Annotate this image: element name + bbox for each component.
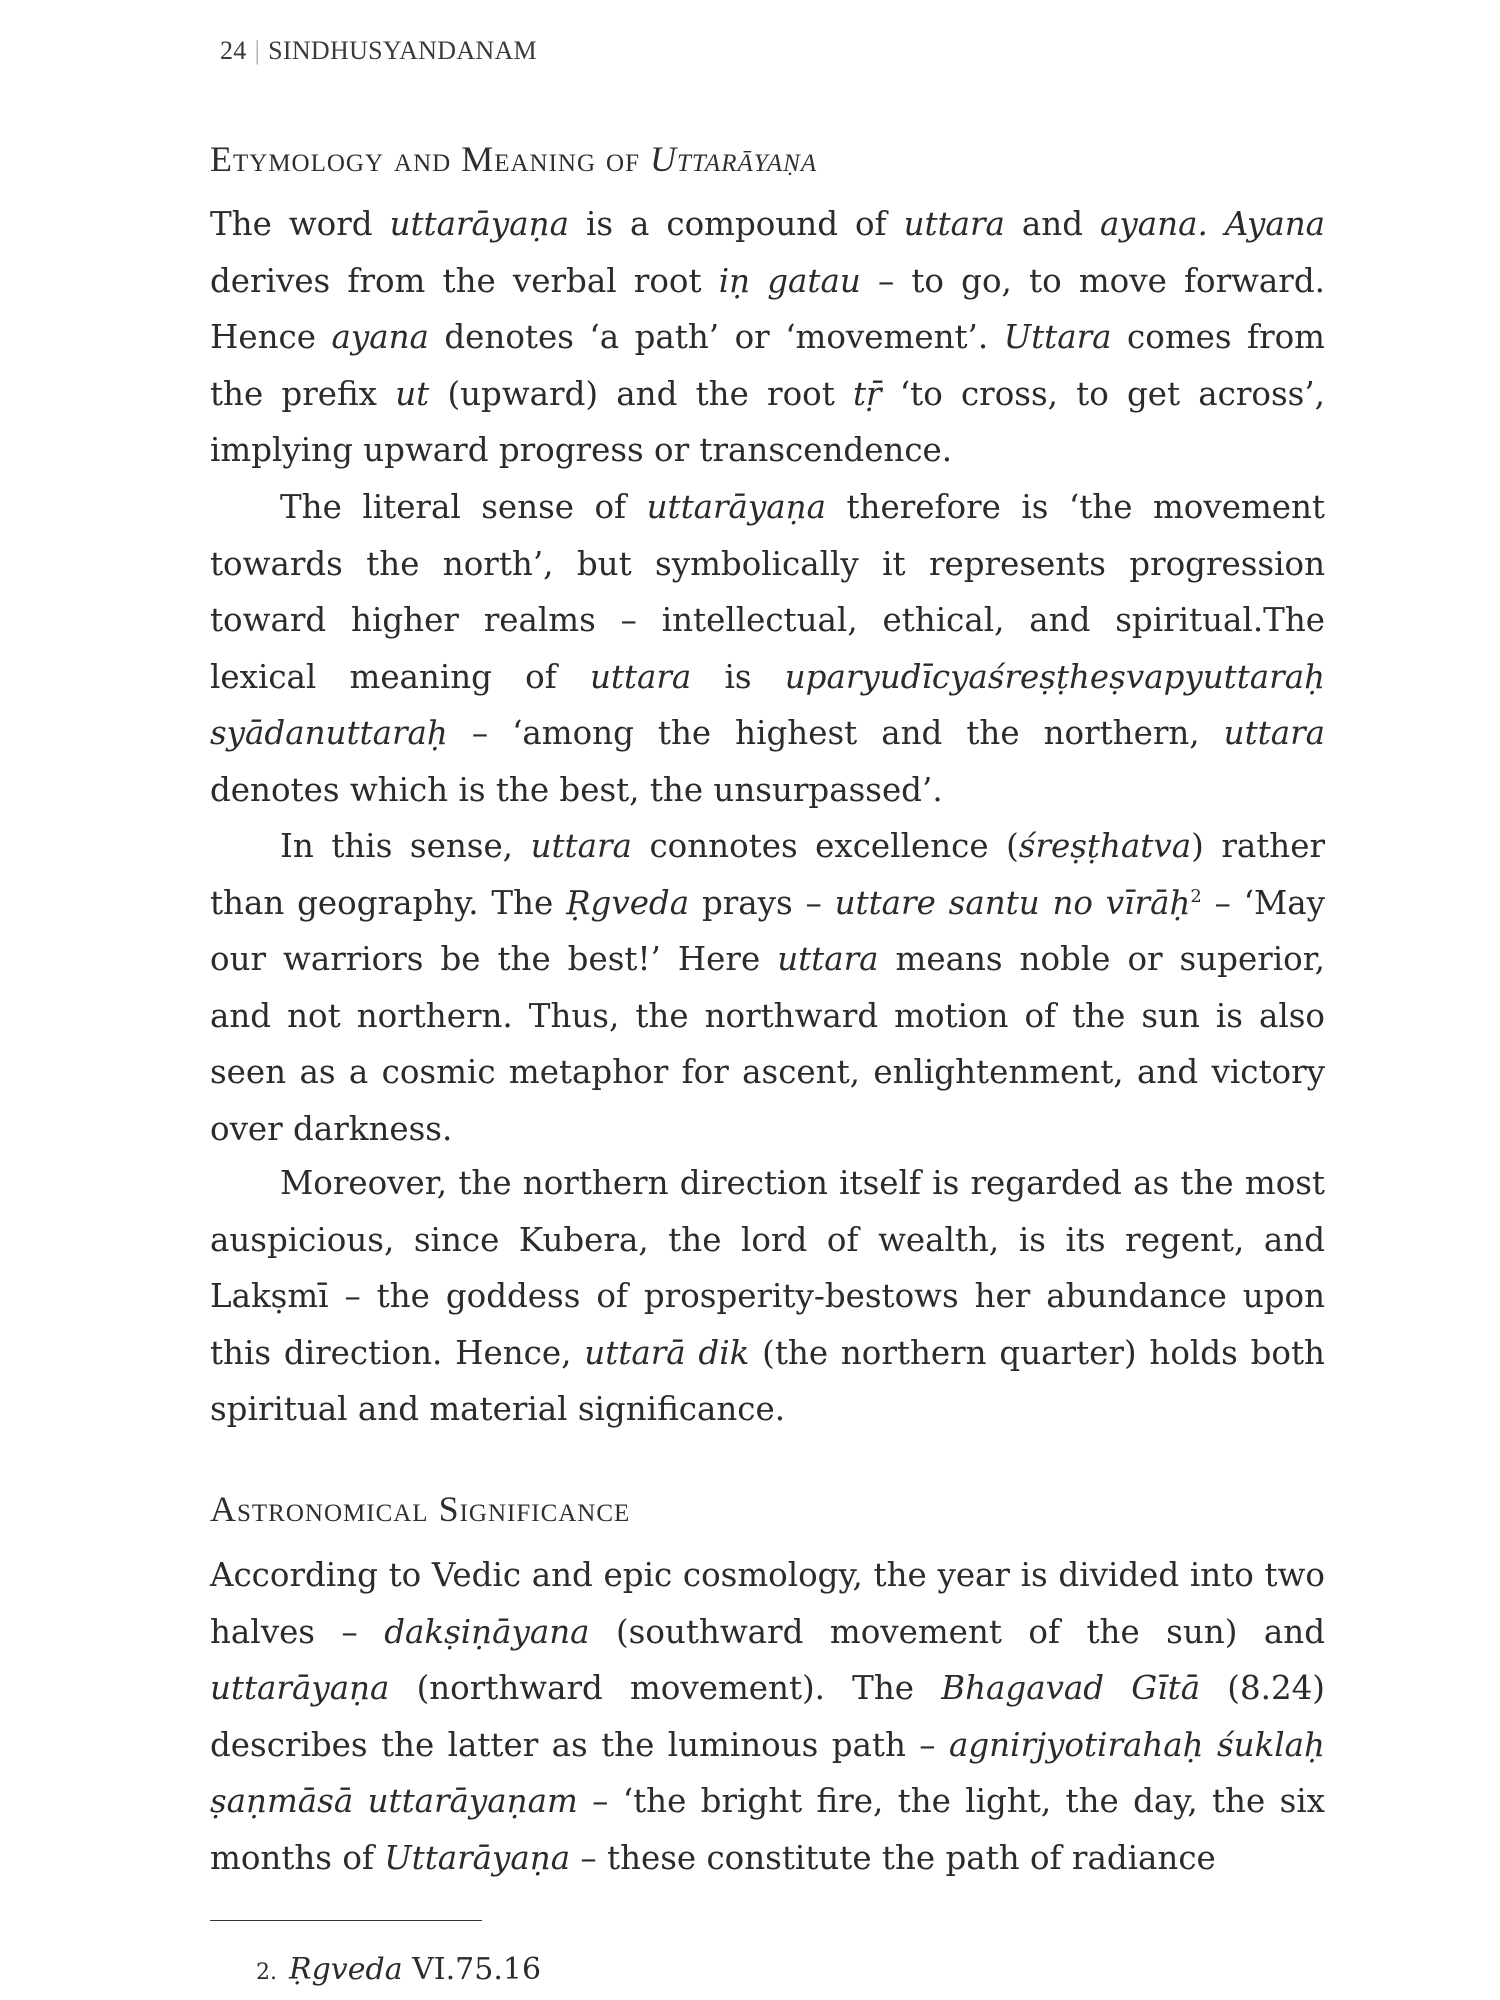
paragraph-astronomical-1: According to Vedic and epic cosmology, the year is divided into two halves – dakṣiṇāyana (southward movement of the sun) and uttarāyaṇa (northward movement). The Bhagavad Gītā (8.24) describes the latter as the luminous path – agnirjyotirahaḥ śuklaḥ ṣaṇmāsā uttarāyaṇam – ‘the bright fire, the light, the day, the six months of Uttarāyaṇa – these constitute the path of radiance bbox=[210, 1556, 1325, 1877]
footnote-marker[interactable]: 2 bbox=[1190, 885, 1202, 907]
running-head bbox=[220, 36, 537, 66]
footnote-number: 2. bbox=[256, 1960, 277, 1985]
header-separator: | bbox=[254, 36, 261, 65]
page-number: 24 bbox=[220, 36, 247, 65]
footnote-divider bbox=[210, 1920, 482, 1921]
footnote-source: Ṛgveda bbox=[289, 1952, 403, 1987]
book-title: SINDHUSYANDANAM bbox=[268, 36, 537, 65]
footnote-reference: VI.75.16 bbox=[402, 1952, 542, 1987]
section-heading-etymology: Etymology and Meaning of Uttarāyaṇa bbox=[210, 139, 818, 179]
section-heading-astronomical: Astronomical Significance bbox=[210, 1489, 631, 1529]
paragraph-etymology-2: The literal sense of uttarāyaṇa therefore is ‘the movement towards the north’, but symbolically it represents progression toward higher realms – intellectual, ethical, and spiritual.The lexical meaning of uttara is uparyudīcyaśreṣṭheṣvapyuttaraḥ syādanuttaraḥ – ‘among the highest and the northern, uttara denotes which is the best, the unsurpassed’. bbox=[210, 488, 1326, 809]
footnote bbox=[256, 1952, 541, 1987]
paragraph-etymology-1: The word uttarāyaṇa is a compound of uttara and ayana. Ayana derives from the verbal root iṇ gatau – to go, to move forward. Hence ayana denotes ‘a path’ or ‘movement’. Uttara comes from the prefix ut (upward) and the root tṝ ‘to cross, to get across’, implying upward progress or transcendence. bbox=[210, 205, 1326, 469]
paragraph-etymology-4: Moreover, the northern direction itself is regarded as the most auspicious, since Kubera, the lord of wealth, is its regent, and Lakṣmī – the goddess of prosperity-bestows her abundance upon this direction. Hence, uttarā dik (the northern quarter) holds both spiritual and material significance. bbox=[210, 1164, 1325, 1428]
paragraph-etymology-3: In this sense, uttara connotes excellence (śreṣṭhatva) rather than geography. The Ṛgveda prays – uttare santu no vīrāḥ$^2$ – ‘May our warriors be the best!’ Here uttara means noble or superior, and not northern. Thus, the northward motion of the sun is also seen as a cosmic metaphor for ascent, enlightenment, and victory over darkness. bbox=[210, 827, 1326, 1148]
